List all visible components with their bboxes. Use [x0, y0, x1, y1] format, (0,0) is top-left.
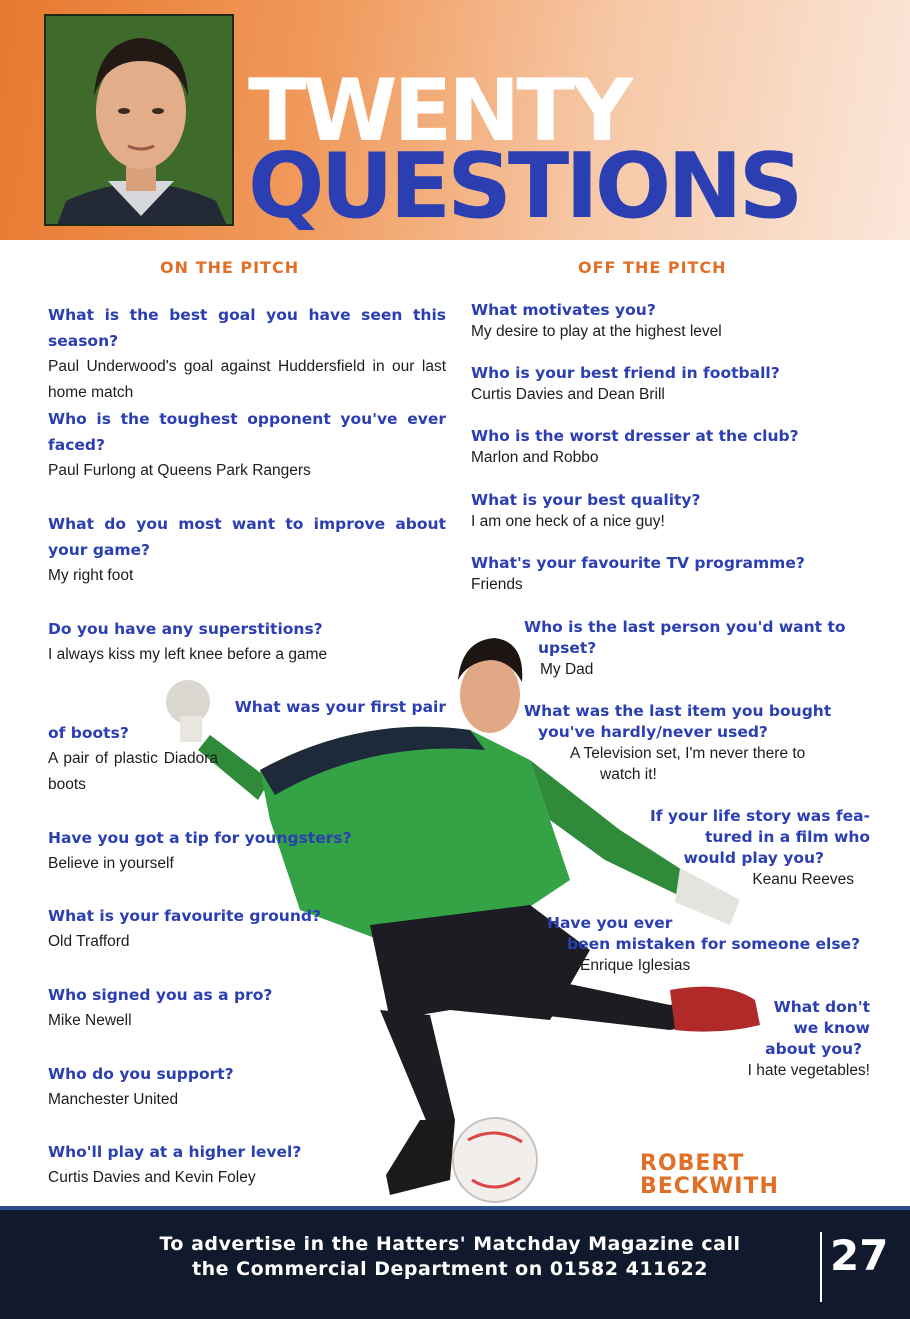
qa-item [471, 300, 871, 342]
answer: Old Trafford [48, 933, 130, 950]
question: What is your favourite ground? [48, 907, 321, 925]
player-portrait [44, 14, 234, 226]
answer: Curtis Davies and Dean Brill [471, 386, 665, 403]
question: would play you? [683, 849, 824, 867]
question: If your life story was fea- [650, 807, 870, 825]
answer: Paul Underwood's goal against Huddersfield in our last home match [48, 358, 446, 401]
answer: My Dad [540, 661, 594, 678]
question: Who is your best friend in football? [471, 364, 780, 382]
qa-item [524, 617, 870, 680]
answer: Manchester United [48, 1091, 179, 1108]
column-heading-on-pitch: ON THE PITCH [160, 258, 300, 277]
question: upset? [538, 639, 597, 657]
qa-item [471, 553, 871, 595]
answer: I hate vegetables! [747, 1062, 870, 1079]
answer: My desire to play at the highest level [471, 323, 722, 340]
player-first-name: ROBERT [640, 1151, 745, 1176]
qa-item [48, 825, 446, 877]
answer: Marlon and Robbo [471, 449, 599, 466]
footer-advert-text [70, 1232, 830, 1282]
question: What was the last item you bought [524, 702, 832, 720]
answer: I am one heck of a nice guy! [471, 513, 665, 530]
question: been mistaken for someone else? [567, 935, 861, 953]
qa-item [48, 1139, 446, 1191]
qa-item [48, 406, 446, 484]
question: What was your first pair [234, 698, 446, 716]
footer-line-1: To advertise in the Hatters' Matchday Magazine call [159, 1233, 741, 1255]
question: What motivates you? [471, 301, 656, 319]
qa-item [48, 903, 446, 955]
question: Who is the worst dresser at the club? [471, 427, 799, 445]
question: Have you got a tip for youngsters? [48, 829, 352, 847]
question: Who is the last person you'd want to [524, 618, 846, 636]
answer: watch it! [600, 766, 657, 783]
answer: Friends [471, 576, 523, 593]
answer: I always kiss my left knee before a game [48, 646, 328, 663]
header-banner [0, 0, 910, 240]
player-name [640, 1152, 779, 1198]
column-heading-off-pitch: OFF THE PITCH [578, 258, 727, 277]
question: Do you have any superstitions? [48, 620, 323, 638]
answer: Curtis Davies and Kevin Foley [48, 1169, 256, 1186]
answer: Enrique Iglesias [580, 957, 691, 974]
qa-item [471, 363, 871, 405]
question: about you? [765, 1040, 862, 1058]
qa-item [471, 490, 871, 532]
answer: My right foot [48, 567, 134, 584]
question: What don't [773, 998, 870, 1016]
qa-item [48, 1061, 446, 1113]
answer: A pair of plastic Diadora boots [48, 750, 218, 793]
question: Who is the toughest opponent you've ever faced? [48, 410, 446, 454]
qa-item [600, 806, 870, 890]
question: Who do you support? [48, 1065, 234, 1083]
question: What's your favourite TV programme? [471, 554, 805, 572]
question: you've hardly/never used? [538, 723, 768, 741]
question: What is your best quality? [471, 491, 701, 509]
qa-item [48, 302, 446, 406]
page-number: 27 [830, 1231, 889, 1280]
question: Who'll play at a higher level? [48, 1143, 302, 1161]
page-number-divider [820, 1232, 822, 1302]
qa-item [700, 997, 870, 1081]
question: of boots? [48, 724, 129, 742]
qa-item [471, 426, 871, 468]
answer: Mike Newell [48, 1012, 132, 1029]
question: What do you most want to improve about your game? [48, 515, 446, 559]
question: tured in a film who [704, 828, 870, 846]
title-line-2: QUESTIONS [248, 134, 800, 239]
answer: Paul Furlong at Queens Park Rangers [48, 462, 311, 479]
answer: A Television set, I'm never there to [570, 745, 806, 762]
player-last-name: BECKWITH [640, 1174, 779, 1199]
answer: Believe in yourself [48, 855, 174, 872]
qa-item [48, 694, 446, 798]
footer-advert-bar [0, 1206, 910, 1319]
title-line-1: TWENTY [248, 61, 630, 161]
qa-item [48, 982, 446, 1034]
answer: Keanu Reeves [752, 871, 854, 888]
question: we know [793, 1019, 870, 1037]
qa-item [48, 616, 446, 668]
question: Have you ever [547, 914, 673, 932]
question: Who signed you as a pro? [48, 986, 273, 1004]
qa-item [524, 701, 870, 785]
qa-item [48, 511, 446, 589]
qa-item [547, 913, 877, 976]
question: What is the best goal you have seen this season? [48, 306, 446, 350]
footer-line-2: the Commercial Department on 01582 411622 [192, 1258, 708, 1280]
